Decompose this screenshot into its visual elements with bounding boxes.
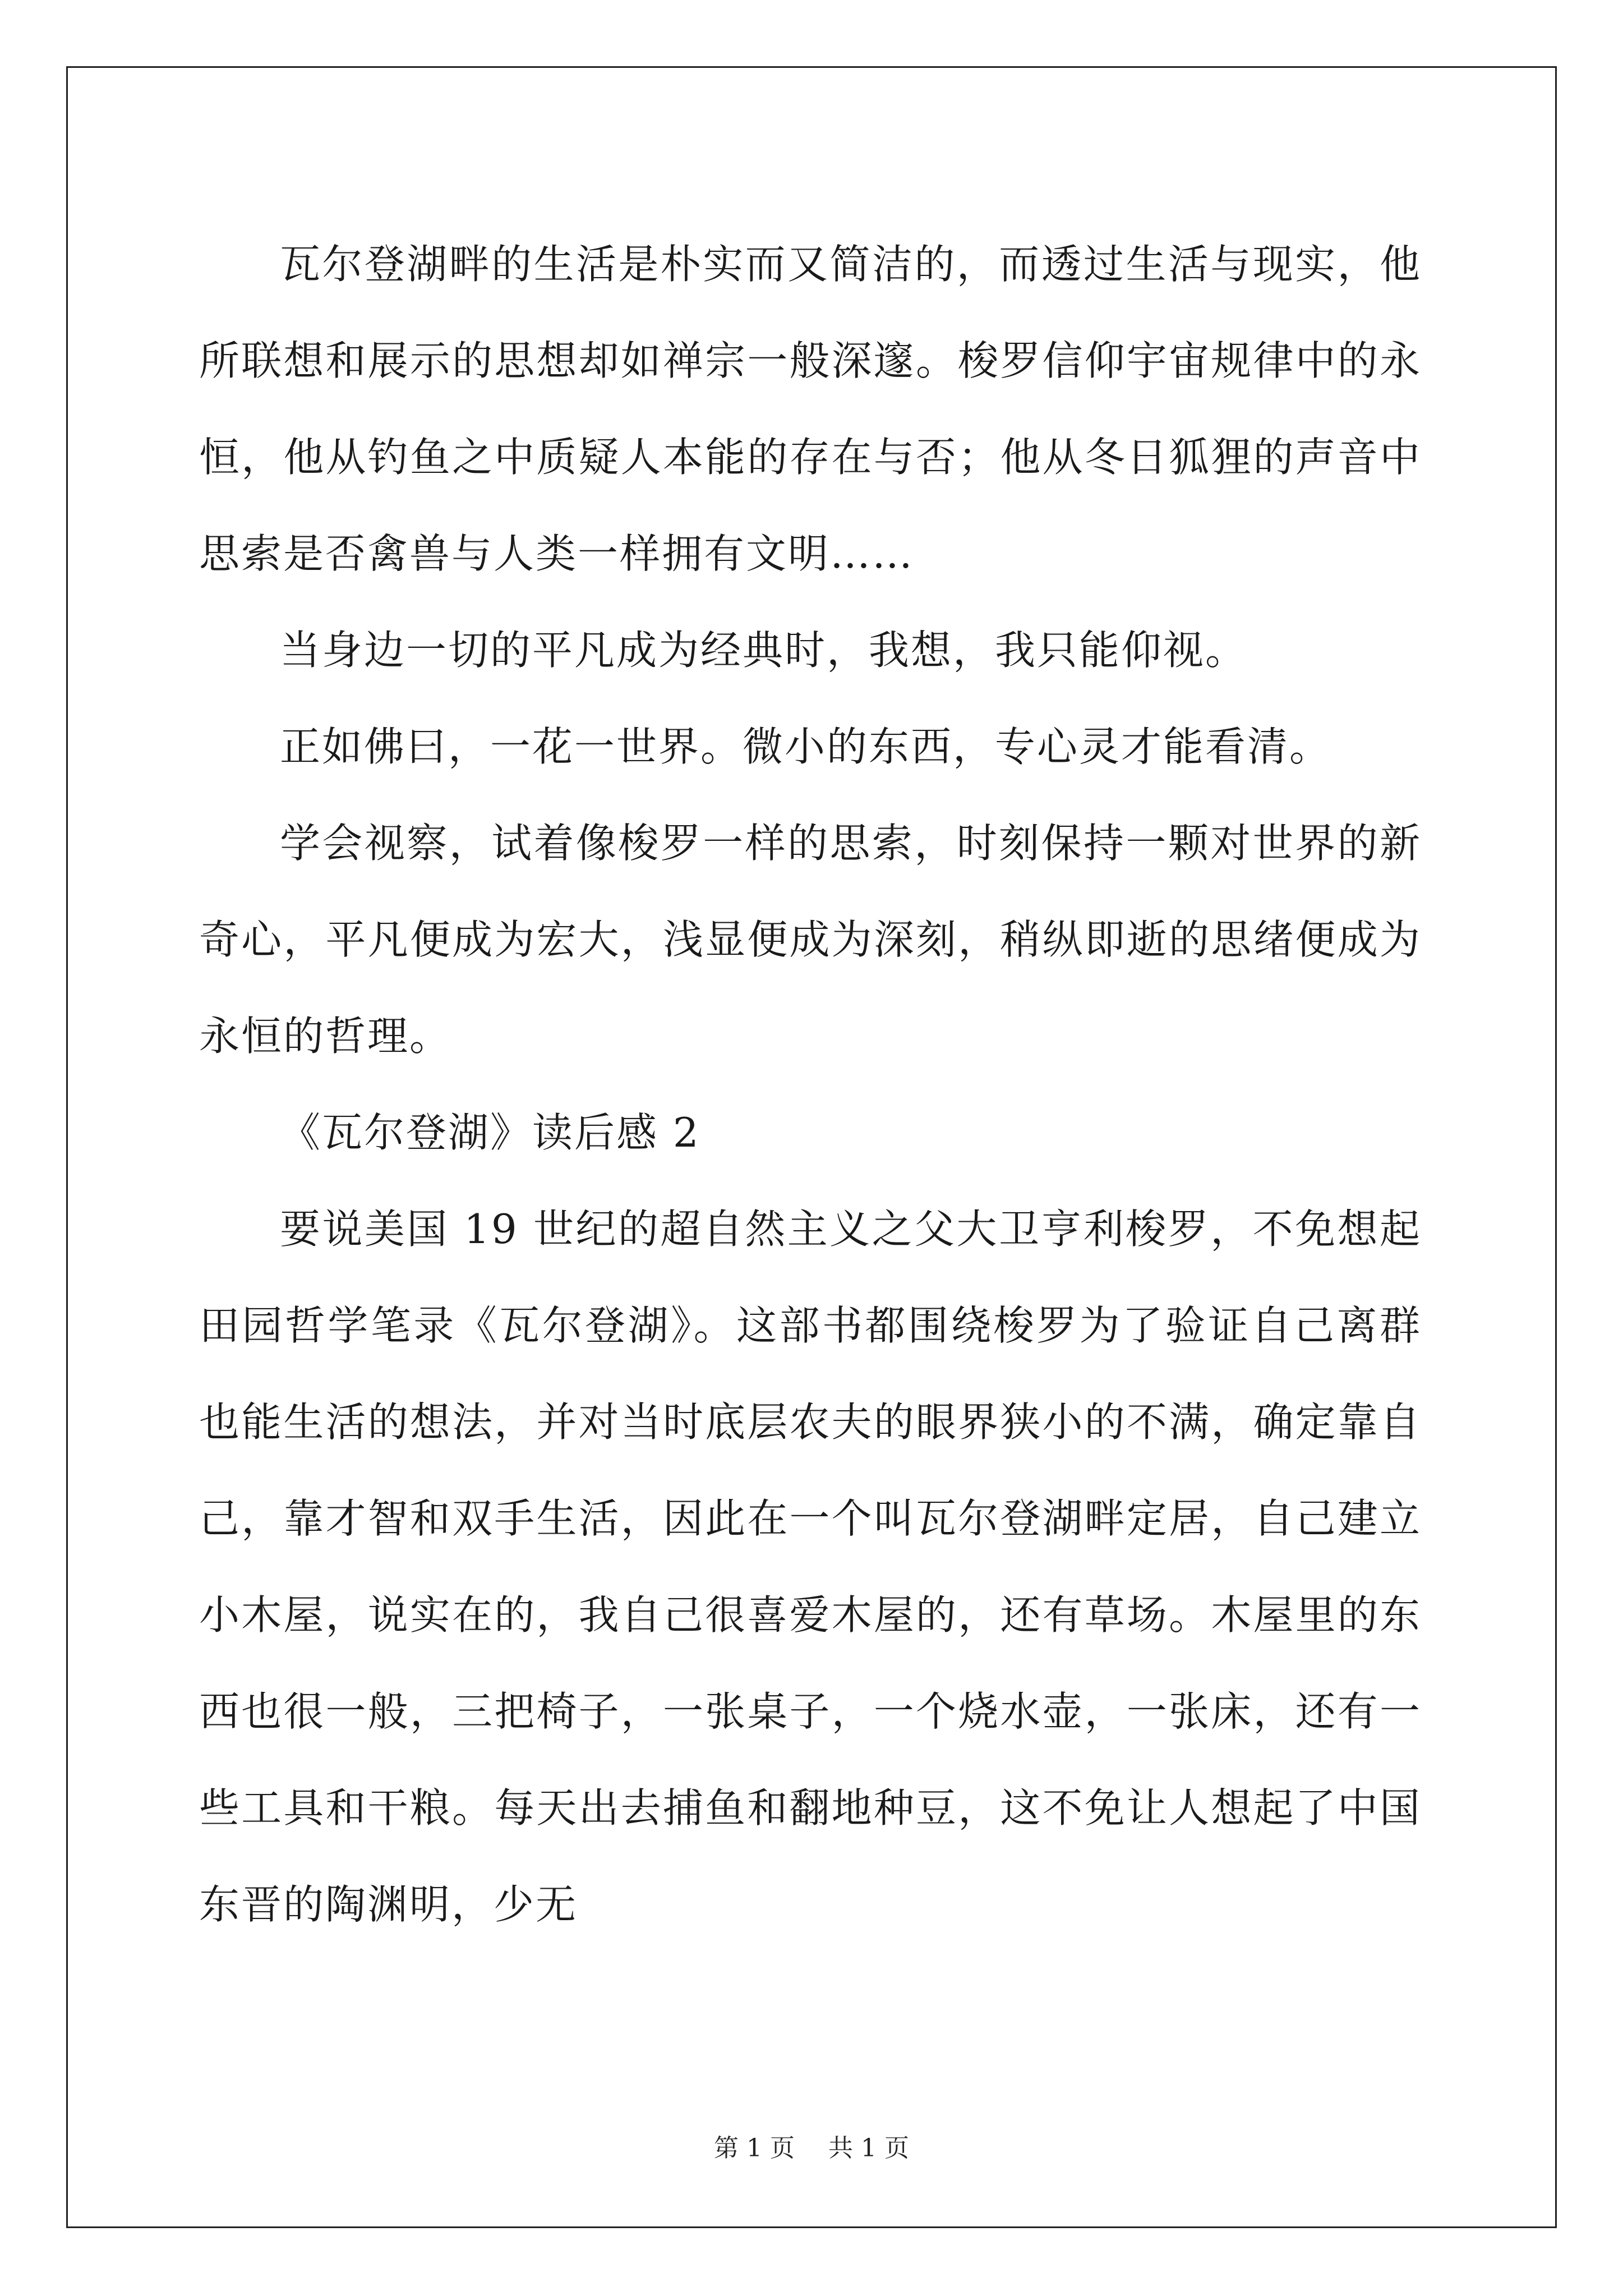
page-total: 共 1 页 bbox=[828, 2134, 909, 2162]
paragraph-4: 学会视察，试着像梭罗一样的思索，时刻保持一颗对世界的新奇心，平凡便成为宏大，浅显便成为深刻，稍纵即逝的思绪便成为永恒的哲理。 bbox=[199, 820, 1422, 1060]
document-body bbox=[199, 216, 1422, 1953]
section-heading: 《瓦尔登湖》读后感 2 bbox=[280, 1109, 700, 1156]
paragraph-2: 当身边一切的平凡成为经典时，我想，我只能仰视。 bbox=[280, 627, 1248, 674]
paragraph-3: 正如佛曰，一花一世界。微小的东西，专心灵才能看清。 bbox=[280, 723, 1332, 770]
paragraph-1: 瓦尔登湖畔的生活是朴实而又简洁的，而透过生活与现实，他所联想和展示的思想却如禅宗一般深邃。梭罗信仰宇宙规律中的永恒，他从钓鱼之中质疑人本能的存在与否；他从冬日狐狸的声音中思索是否禽兽与人类一样拥有文明…… bbox=[199, 241, 1422, 577]
paragraph-5: 要说美国 19 世纪的超自然主义之父大卫亨利梭罗，不免想起田园哲学笔录《瓦尔登湖》。这部书都围绕梭罗为了验证自己离群也能生活的想法，并对当时底层农夫的眼界狭小的不满，确定靠自己，靠才智和双手生活，因此在一个叫瓦尔登湖畔定居，自己建立小木屋，说实在的，我自己很喜爱木屋的，还有草场。木屋里的东西也很一般，三把椅子，一张桌子，一个烧水壶，一张床，还有一些工具和干粮。每天出去捕鱼和翻地种豆，这不免让人想起了中国东晋的陶渊明，少无 bbox=[199, 1205, 1422, 1928]
page-footer bbox=[0, 2132, 1623, 2165]
page-number: 第 1 页 bbox=[714, 2134, 795, 2162]
